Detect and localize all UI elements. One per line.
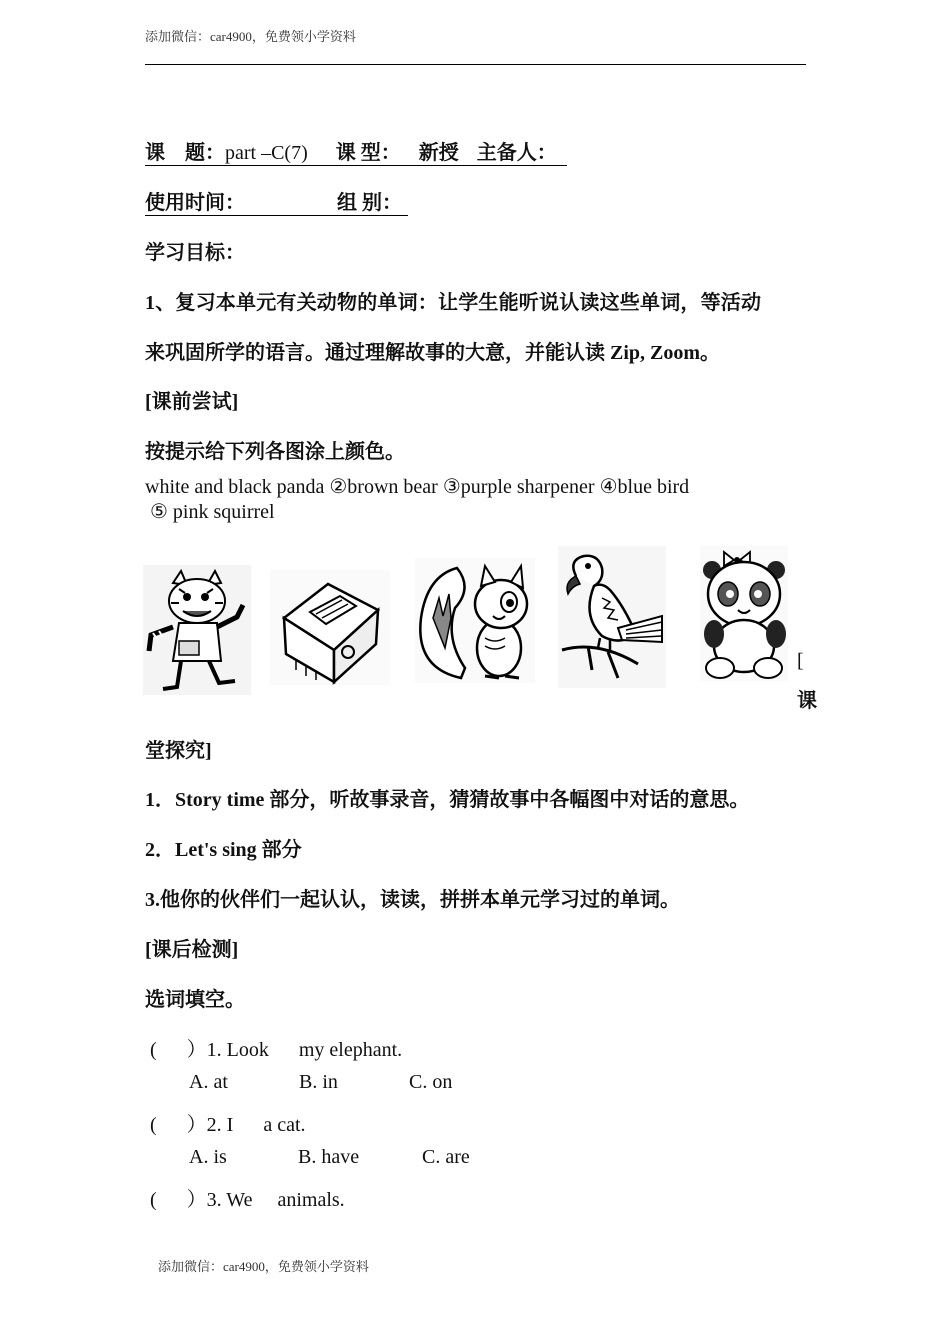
explore-item-3: 3.他你的伙伴们一起认认，读读，拼拼本单元学习过的单词。 bbox=[145, 889, 680, 911]
panda-picture bbox=[700, 546, 788, 681]
explore-item-2: 2．Let's sing 部分 bbox=[145, 839, 302, 861]
page-header: 添加微信：car4900，免费领小学资料 bbox=[145, 29, 356, 44]
explore-heading-ke: 课 bbox=[797, 690, 817, 712]
question-2-stem: ( ）2. I a cat. bbox=[150, 1114, 306, 1136]
pre-class-heading: [课前尝试] bbox=[145, 391, 239, 413]
tiger-cat-icon bbox=[143, 565, 251, 695]
pre-class-instruction: 按提示给下列各图涂上颜色。 bbox=[145, 441, 405, 463]
explore-heading: 堂探究] bbox=[145, 740, 212, 762]
goals-heading: 学习目标： bbox=[145, 242, 245, 264]
time-label: 使用时间： bbox=[145, 192, 245, 214]
topic-value: part –C(7) bbox=[225, 142, 308, 164]
question-2-option-c: C. are bbox=[422, 1146, 470, 1168]
type-label: 课 型： bbox=[335, 142, 401, 164]
group-label: 组 别： bbox=[337, 192, 402, 214]
tiger-cat-picture bbox=[143, 565, 251, 695]
type-value: 新授 bbox=[418, 142, 459, 164]
question-2-option-b: B. have bbox=[298, 1146, 360, 1168]
explore-item-1: 1．Story time 部分，听故事录音，猜猜故事中各幅图中对话的意思。 bbox=[145, 789, 750, 811]
question-3-stem: ( ）3. We animals. bbox=[150, 1189, 345, 1211]
pencil-sharpener-icon bbox=[270, 570, 390, 685]
panda-icon bbox=[700, 546, 788, 681]
question-2-option-a: A. is bbox=[189, 1146, 227, 1168]
lesson-meta-line-2 bbox=[145, 186, 408, 216]
goals-line-2: 来巩固所学的语言。通过理解故事的大意，并能认读 Zip, Zoom。 bbox=[145, 342, 721, 364]
lesson-meta-line-1 bbox=[145, 136, 567, 166]
sharpener-picture bbox=[270, 570, 390, 685]
question-1-stem: ( ）1. Look my elephant. bbox=[150, 1039, 403, 1061]
post-class-heading: [课后检测] bbox=[145, 939, 239, 961]
bird-icon bbox=[558, 546, 666, 688]
topic-label: 课 题： bbox=[145, 142, 225, 164]
explore-bracket: [ bbox=[797, 650, 804, 672]
question-1-option-b: B. in bbox=[299, 1071, 338, 1093]
squirrel-icon bbox=[415, 558, 535, 683]
bird-picture bbox=[558, 546, 666, 688]
color-items-line-1: white and black panda ②brown bear ③purple sharpener ④blue bird bbox=[145, 476, 690, 498]
goals-line-1: 1、复习本单元有关动物的单词：让学生能听说认读这些单词，等活动 bbox=[145, 292, 762, 314]
header-divider bbox=[145, 64, 806, 65]
preparer-label: 主备人： bbox=[476, 142, 557, 164]
post-class-instruction: 选词填空。 bbox=[145, 989, 245, 1011]
question-1-option-c: C. on bbox=[409, 1071, 453, 1093]
page-footer: 添加微信：car4900，免费领小学资料 bbox=[158, 1259, 369, 1274]
squirrel-picture bbox=[415, 558, 535, 683]
color-items-line-2: ⑤ pink squirrel bbox=[150, 501, 275, 523]
question-1-option-a: A. at bbox=[189, 1071, 228, 1093]
